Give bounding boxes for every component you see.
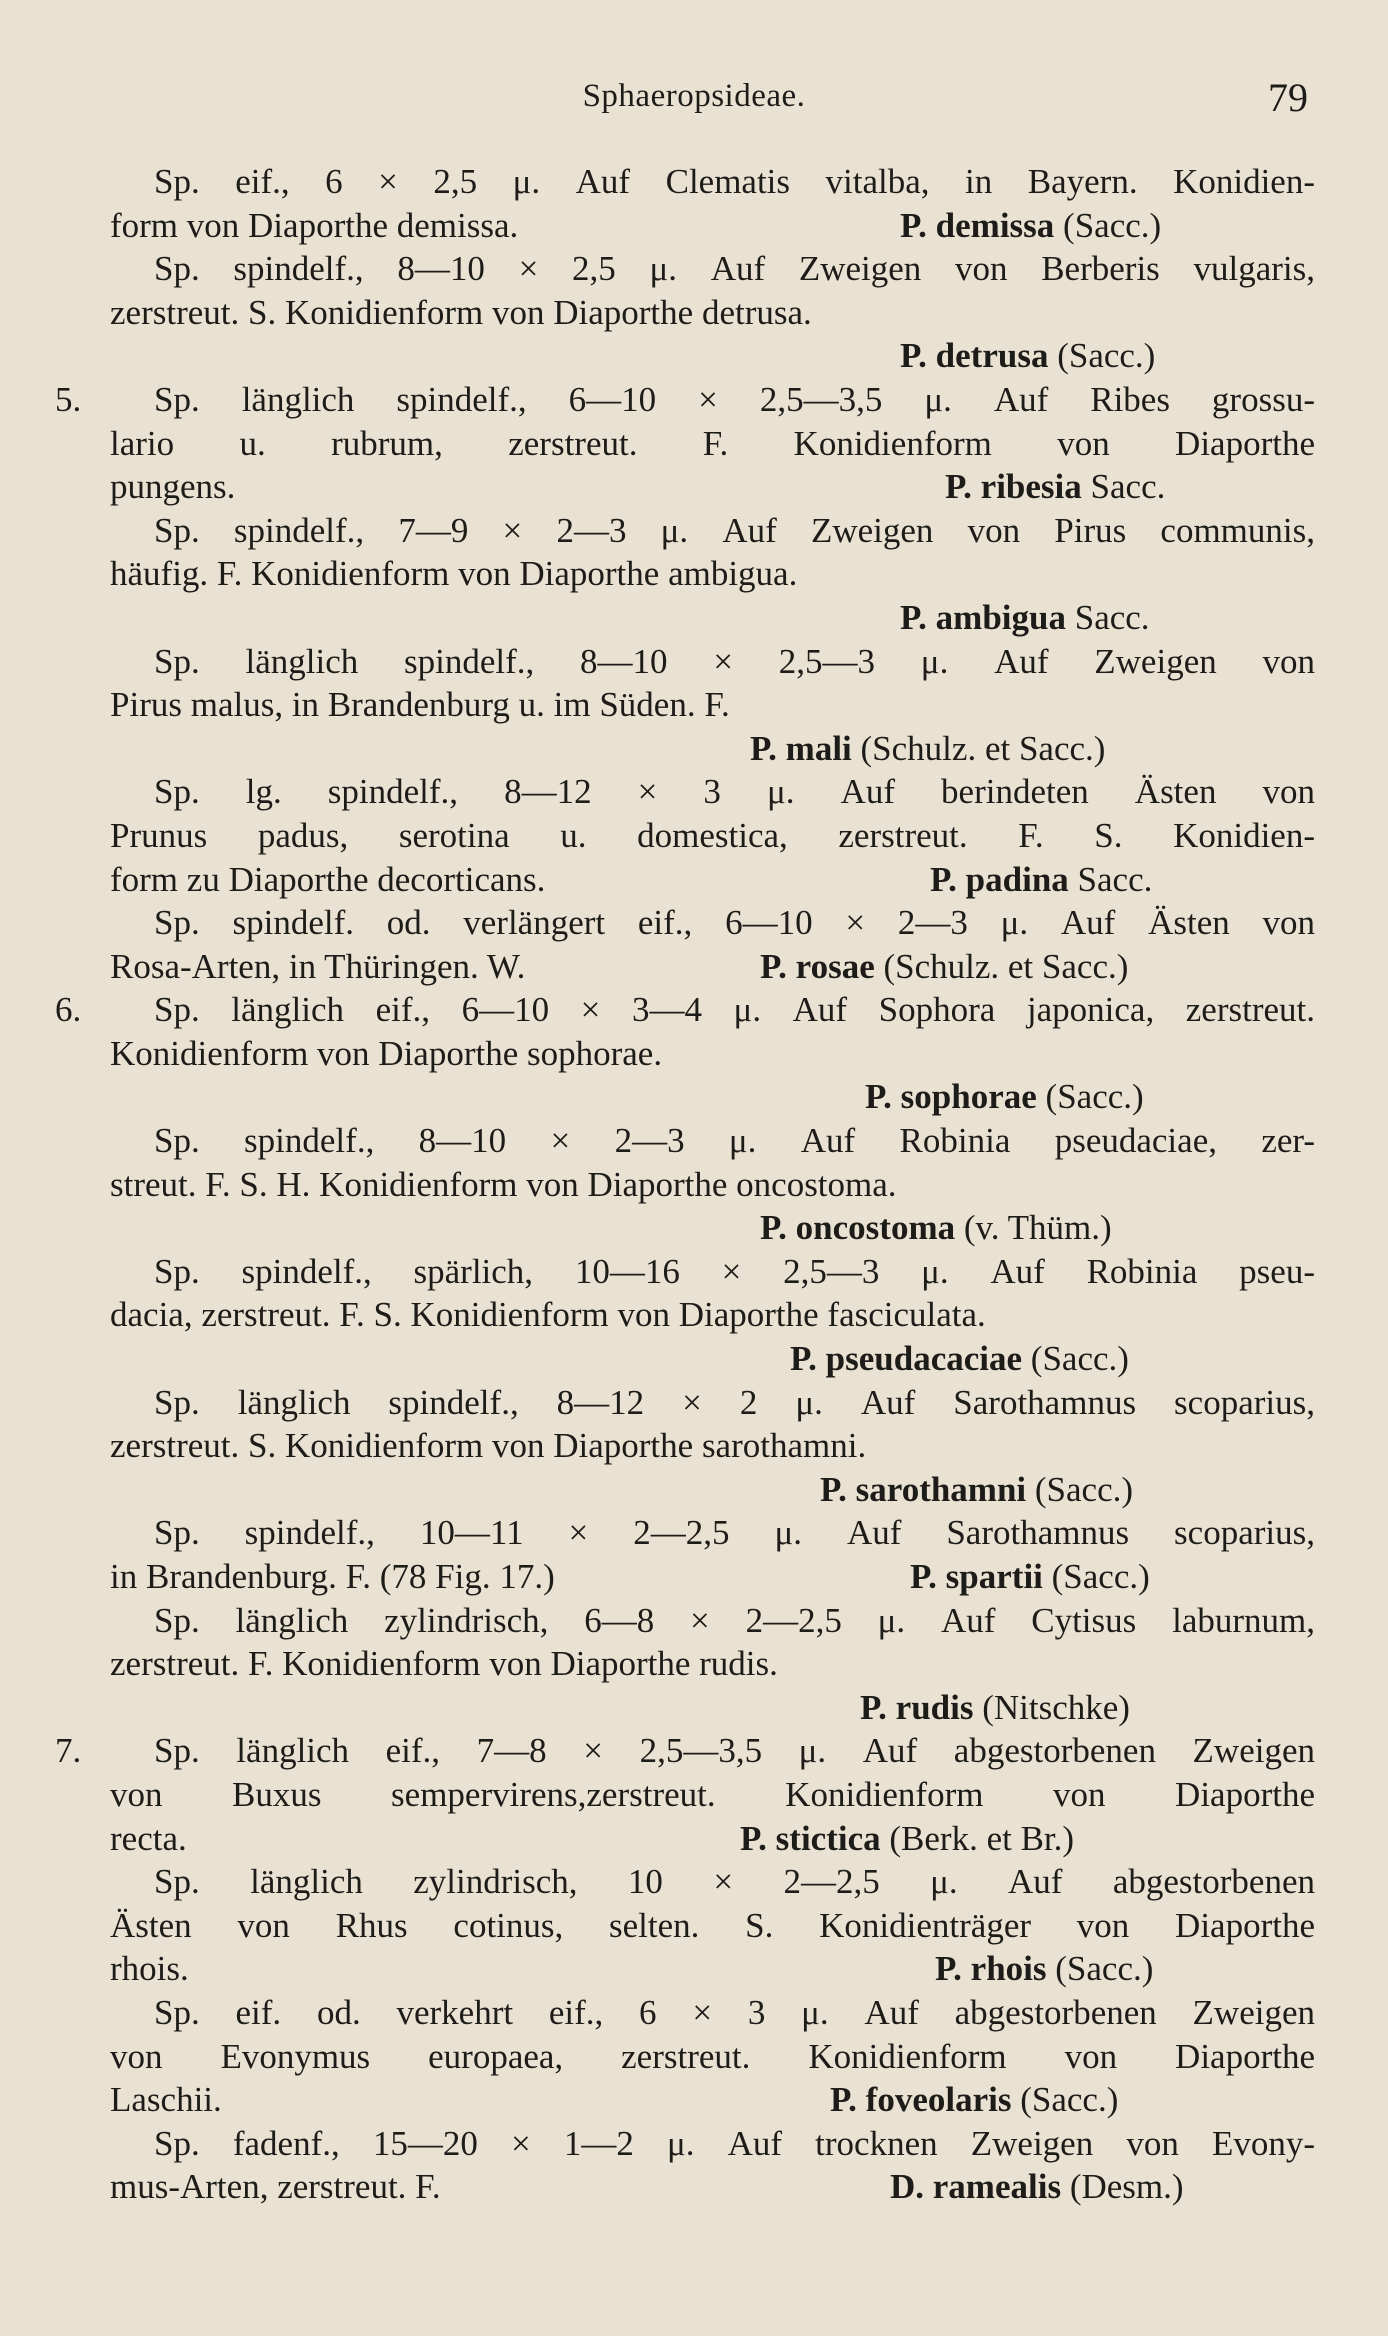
species-entry (110, 1599, 1315, 1730)
line-text: Pirus malus, in Brandenburg u. im Süden. F. (110, 685, 730, 725)
text-line (55, 988, 1315, 1032)
species-name (860, 1686, 1130, 1730)
section-number: 6. (55, 990, 82, 1030)
line-text: Sp. lg. spindelf., 8—12 × 3 μ. Auf berindeten Ästen von (154, 772, 1315, 812)
line-text: Sp. länglich eif., 7—8 × 2,5—3,5 μ. Auf abgestorbenen Zweigen (154, 1731, 1315, 1771)
line-text: von Evonymus europaea, zerstreut. Konidienform von Diaporthe (110, 2036, 1315, 2076)
species-name (935, 1947, 1153, 1991)
genus-abbrev: P. stictica (740, 1818, 881, 1858)
species-entry (110, 1991, 1315, 2122)
species-author: (Sacc.) (1022, 1339, 1129, 1379)
text-line (110, 160, 1315, 204)
species-name (900, 204, 1161, 248)
genus-abbrev: P. sarothamni (820, 1469, 1027, 1509)
genus-abbrev: P. oncostoma (760, 1208, 956, 1248)
genus-abbrev: P. rudis (860, 1687, 974, 1727)
line-text: Konidienform von Diaporthe sophorae. (110, 1033, 663, 1073)
text-line (110, 1032, 1315, 1076)
line-text: Prunus padus, serotina u. domestica, zerstreut. F. S. Konidien- (110, 815, 1315, 855)
text-line (110, 1947, 1315, 1991)
text-line (110, 1860, 1315, 1904)
text-line (110, 1250, 1315, 1294)
line-text: mus-Arten, zerstreut. F. (110, 2167, 441, 2207)
species-name (930, 858, 1152, 902)
text-line (110, 1642, 1315, 1686)
genus-abbrev: P. ambigua (900, 597, 1066, 637)
species-line (110, 334, 1315, 378)
species-name (790, 1337, 1129, 1381)
text-line (110, 465, 1315, 509)
species-author: (Sacc.) (1046, 1949, 1154, 1989)
species-author: Sacc. (1068, 859, 1153, 899)
text-line (110, 770, 1315, 814)
text-line (110, 945, 1315, 989)
text-line (110, 1991, 1315, 2035)
genus-abbrev: D. ramealis (890, 2167, 1062, 2207)
species-name (945, 465, 1165, 509)
line-text: Sp. eif. od. verkehrt eif., 6 × 3 μ. Auf abgestorbenen Zweigen (154, 1992, 1315, 2032)
line-text: Sp. eif., 6 × 2,5 μ. Auf Clematis vitalba, in Bayern. Konidien- (154, 162, 1315, 201)
line-text: häufig. F. Konidienform von Diaporthe ambigua. (110, 554, 798, 594)
species-author: (Berk. et Br.) (880, 1818, 1075, 1858)
text-line (110, 1293, 1315, 1337)
text-line (110, 2122, 1315, 2166)
species-entry (110, 2122, 1315, 2209)
genus-abbrev: P. spartii (910, 1557, 1043, 1596)
text-line (110, 858, 1315, 902)
species-entry (110, 901, 1315, 988)
line-text: in Brandenburg. F. (78 Fig. 17.) (110, 1557, 555, 1596)
genus-abbrev: P. pseudacaciae (790, 1339, 1023, 1379)
text-line (110, 814, 1315, 858)
line-text: pungens. (110, 467, 236, 507)
page-number: 79 (1268, 75, 1308, 120)
text-line (110, 247, 1315, 291)
line-text: Sp. spindelf., spärlich, 10—16 × 2,5—3 μ. Auf Robinia pseu- (154, 1251, 1315, 1291)
text-line (110, 1904, 1315, 1948)
line-text: Sp. spindelf., 10—11 × 2—2,5 μ. Auf Sarothamnus scoparius, (154, 1513, 1315, 1553)
line-text: lario u. rubrum, zerstreut. F. Konidienform von Diaporthe (110, 423, 1315, 463)
species-author: (Schulz. et Sacc.) (874, 946, 1129, 986)
species-line (110, 1468, 1315, 1512)
line-text: Sp. länglich spindelf., 6—10 × 2,5—3,5 μ. Auf Ribes grossu- (154, 379, 1315, 419)
section-number: 7. (55, 1731, 82, 1771)
species-name (910, 1555, 1150, 1599)
line-text: Rosa-Arten, in Thüringen. W. (110, 946, 526, 986)
genus-abbrev: P. rhois (935, 1949, 1047, 1989)
line-text: Sp. fadenf., 15—20 × 1—2 μ. Auf trocknen Zweigen von Evony- (154, 2123, 1315, 2163)
species-line (110, 1686, 1315, 1730)
species-line (110, 596, 1315, 640)
species-entry (110, 1119, 1315, 1250)
genus-abbrev: P. demissa (900, 205, 1055, 245)
genus-abbrev: P. rosae (760, 946, 875, 986)
text-line (55, 1729, 1315, 1773)
text-line (110, 1119, 1315, 1163)
text-line (110, 2035, 1315, 2079)
species-entry (110, 1381, 1315, 1512)
line-text: Sp. länglich eif., 6—10 × 3—4 μ. Auf Sophora japonica, zerstreut. (154, 990, 1315, 1030)
line-text: Sp. länglich zylindrisch, 10 × 2—2,5 μ. Auf abgestorbenen (154, 1862, 1315, 1902)
line-text: Sp. spindelf., 7—9 × 2—3 μ. Auf Zweigen von Pirus communis, (154, 510, 1315, 550)
text-line (110, 1817, 1315, 1861)
species-name (760, 945, 1128, 989)
species-author: (Schulz. et Sacc.) (851, 728, 1106, 768)
text-line (110, 683, 1315, 727)
text-line (110, 1424, 1315, 1468)
line-text: dacia, zerstreut. F. S. Konidienform von Diaporthe fasciculata. (110, 1295, 986, 1335)
species-entry (110, 1860, 1315, 1991)
species-entry (110, 509, 1315, 640)
line-text: streut. F. S. H. Konidienform von Diaporthe oncostoma. (110, 1164, 897, 1204)
text-line (110, 422, 1315, 466)
species-entry (55, 988, 1315, 1119)
text-line (110, 204, 1315, 248)
species-name (760, 1206, 1112, 1250)
species-author: (Sacc.) (1026, 1469, 1134, 1509)
species-name (900, 334, 1155, 378)
line-text: form von Diaporthe demissa. (110, 205, 519, 245)
text-line (110, 1599, 1315, 1643)
page-body (55, 160, 1315, 2209)
species-entry (110, 160, 1315, 247)
text-line (110, 901, 1315, 945)
genus-abbrev: P. mali (750, 728, 852, 768)
genus-abbrev: P. ribesia (945, 467, 1082, 507)
text-line (110, 1555, 1315, 1599)
line-text: Sp. länglich zylindrisch, 6—8 × 2—2,5 μ. Auf Cytisus laburnum, (154, 1600, 1315, 1640)
line-text: von Buxus sempervirens,zerstreut. Konidienform von Diaporthe (110, 1774, 1315, 1814)
text-line (110, 509, 1315, 553)
species-entry (110, 640, 1315, 771)
line-text: Sp. länglich spindelf., 8—12 × 2 μ. Auf Sarothamnus scoparius, (154, 1382, 1315, 1422)
line-text: Laschii. (110, 2080, 222, 2120)
genus-abbrev: P. sophorae (865, 1077, 1037, 1117)
species-author: (Sacc.) (1042, 1557, 1150, 1596)
text-line (110, 1381, 1315, 1425)
species-author: (Desm.) (1061, 2167, 1184, 2207)
species-name (750, 727, 1105, 771)
line-text: zerstreut. F. Konidienform von Diaporthe rudis. (110, 1644, 778, 1684)
species-entry (55, 378, 1315, 509)
species-name (740, 1817, 1074, 1861)
species-author: (v. Thüm.) (955, 1208, 1112, 1248)
text-line (110, 640, 1315, 684)
species-line (110, 1075, 1315, 1119)
line-text: Sp. länglich spindelf., 8—10 × 2,5—3 μ. Auf Zweigen von (154, 641, 1315, 681)
species-name (890, 2165, 1184, 2209)
species-author: Sacc. (1081, 467, 1166, 507)
species-author: (Sacc.) (1048, 336, 1156, 376)
text-line (110, 552, 1315, 596)
species-author: (Sacc.) (1036, 1077, 1144, 1117)
species-author: (Sacc.) (1011, 2080, 1119, 2120)
species-entry (110, 247, 1315, 378)
species-line (110, 1337, 1315, 1381)
running-header: Sphaeropsideae. (582, 78, 806, 114)
genus-abbrev: P. detrusa (900, 336, 1049, 376)
line-text: recta. (110, 1818, 187, 1858)
line-text: form zu Diaporthe decorticans. (110, 859, 546, 899)
species-entry (110, 770, 1315, 901)
text-line (110, 1163, 1315, 1207)
line-text: Sp. spindelf., 8—10 × 2—3 μ. Auf Robinia pseudaciae, zer- (154, 1121, 1315, 1161)
species-entry (55, 1729, 1315, 1860)
text-line (110, 1773, 1315, 1817)
species-author: Sacc. (1065, 597, 1150, 637)
genus-abbrev: P. foveolaris (830, 2080, 1012, 2120)
line-text: Ästen von Rhus cotinus, selten. S. Konidienträger von Diaporthe (110, 1905, 1315, 1945)
species-name (830, 2078, 1118, 2122)
text-line (110, 2078, 1315, 2122)
species-name (865, 1075, 1144, 1119)
species-line (110, 727, 1315, 771)
species-entry (110, 1250, 1315, 1381)
section-number: 5. (55, 379, 82, 419)
line-text: zerstreut. S. Konidienform von Diaporthe detrusa. (110, 292, 812, 332)
line-text: Sp. spindelf., 8—10 × 2,5 μ. Auf Zweigen von Berberis vulgaris, (154, 249, 1315, 289)
text-line (55, 378, 1315, 422)
species-name (900, 596, 1150, 640)
species-author: (Sacc.) (1054, 205, 1162, 245)
line-text: Sp. spindelf. od. verlängert eif., 6—10 × 2—3 μ. Auf Ästen von (154, 903, 1315, 943)
text-line (110, 2165, 1315, 2209)
text-line (110, 1511, 1315, 1555)
species-name (820, 1468, 1133, 1512)
text-line (110, 291, 1315, 335)
species-author: (Nitschke) (973, 1687, 1130, 1727)
line-text: zerstreut. S. Konidienform von Diaporthe sarothamni. (110, 1426, 867, 1466)
line-text: rhois. (110, 1949, 189, 1989)
genus-abbrev: P. padina (930, 859, 1069, 899)
species-line (110, 1206, 1315, 1250)
species-entry (110, 1511, 1315, 1598)
